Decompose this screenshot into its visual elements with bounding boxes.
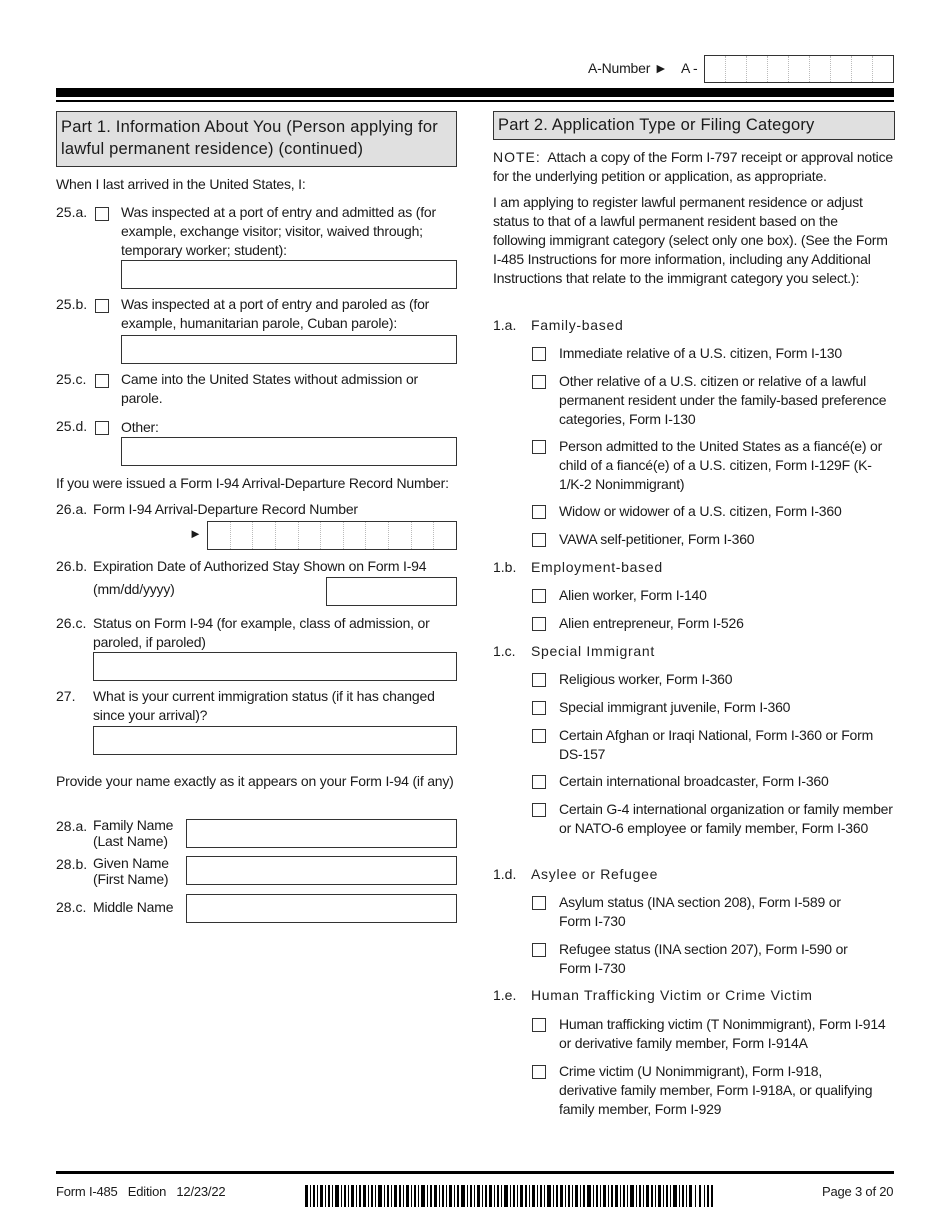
cat1d-number: 1.d. (493, 866, 517, 882)
q26a-input[interactable] (207, 521, 457, 550)
cat1b-number: 1.b. (493, 559, 517, 575)
q26b-number: 26.b. (56, 558, 88, 574)
q26b-label: Expiration Date of Authorized Stay Shown on Form I-94 (93, 558, 427, 574)
family-fiance-checkbox[interactable] (532, 440, 546, 454)
given-name-input[interactable] (186, 856, 457, 885)
q27-input[interactable] (93, 726, 457, 755)
part2-header: Part 2. Application Type or Filing Category (493, 111, 895, 140)
q25a-checkbox[interactable] (95, 207, 109, 221)
header-thick-rule (56, 88, 894, 97)
special-juvenile-label: Special immigrant juvenile, Form I-360 (559, 699, 791, 715)
barcode-graphic (305, 1185, 713, 1207)
family-fiance-label: Person admitted to the United States as a fiancé(e) or child of a fiancé(e) of a U.S. citizen, Form I-129F (K-1/K-2 Nonimmigrant) (559, 438, 883, 492)
q25a-label: Was inspected at a port of entry and admitted as (for example, exchange visitor; visitor, waived through; temporary worker; student): (121, 204, 436, 258)
q28b-number: 28.b. (56, 856, 88, 872)
footer-form-edition: Form I-485 Edition 12/23/22 (56, 1184, 226, 1199)
q25a-input[interactable] (121, 260, 457, 289)
cat1a-label: Family-based (531, 317, 624, 333)
asylum-status-label: Asylum status (INA section 208), Form I-589 or Form I-730 (559, 894, 841, 929)
family-other-relative-checkbox[interactable] (532, 375, 546, 389)
cat1e-number: 1.e. (493, 987, 517, 1003)
middle-name-input[interactable] (186, 894, 457, 923)
q25c-number: 25.c. (56, 371, 87, 387)
q25b-checkbox[interactable] (95, 299, 109, 313)
family-vawa-label: VAWA self-petitioner, Form I-360 (559, 531, 755, 547)
a-number-label: A-Number ► (588, 60, 668, 76)
crime-victim-label: Crime victim (U Nonimmigrant), Form I-918, derivative family member, Form I-918A, or qualifying family member, Form I-929 (559, 1063, 873, 1117)
q28a-label-line1: Family Name (93, 817, 174, 833)
q26a-number: 26.a. (56, 501, 88, 517)
employment-alien-worker-checkbox[interactable] (532, 589, 546, 603)
cat1b-label: Employment-based (531, 559, 663, 575)
employment-alien-worker-label: Alien worker, Form I-140 (559, 587, 707, 603)
q28b-label (93, 855, 169, 887)
employment-entrepreneur-label: Alien entrepreneur, Form I-526 (559, 615, 744, 631)
q28a-label (93, 817, 173, 849)
family-widow-label: Widow or widower of a U.S. citizen, Form I-360 (559, 503, 842, 519)
family-widow-checkbox[interactable] (532, 505, 546, 519)
q28b-label-line1: Given Name (93, 855, 169, 871)
special-broadcaster-label: Certain international broadcaster, Form I-360 (559, 773, 829, 789)
i94-intro: If you were issued a Form I-94 Arrival-Departure Record Number: (56, 475, 449, 491)
refugee-status-label: Refugee status (INA section 207), Form I-590 or Form I-730 (559, 941, 848, 976)
cat1d-label: Asylee or Refugee (531, 866, 659, 882)
q25d-label: Other: (121, 419, 159, 435)
refugee-status-checkbox[interactable] (532, 943, 546, 957)
q25d-input[interactable] (121, 437, 457, 466)
q25c-checkbox[interactable] (95, 374, 109, 388)
footer-rule (56, 1171, 894, 1174)
trafficking-victim-label: Human trafficking victim (T Nonimmigrant), Form I-914 or derivative family member, Form I-914A (559, 1016, 886, 1051)
family-other-relative-label: Other relative of a U.S. citizen or relative of a lawful permanent resident under the family-based preference categories, Form I-130 (559, 373, 887, 427)
q26c-number: 26.c. (56, 615, 87, 631)
footer-page-number: Page 3 of 20 (822, 1184, 894, 1199)
applying-intro: I am applying to register lawful permanent residence or adjust status to that of a lawful permanent resident based on the following immigrant category (select only one box). (See the Form I-485 Instructions for more information, including any Additional Instructions that relate to the immigrant category you select.): (493, 194, 888, 286)
trafficking-victim-checkbox[interactable] (532, 1018, 546, 1032)
special-religious-label: Religious worker, Form I-360 (559, 671, 733, 687)
cat1e-label: Human Trafficking Victim or Crime Victim (531, 987, 813, 1003)
q25d-checkbox[interactable] (95, 421, 109, 435)
a-number-input[interactable] (704, 55, 894, 83)
cat1a-number: 1.a. (493, 317, 517, 333)
q25b-label: Was inspected at a port of entry and paroled as (for example, humanitarian parole, Cuban parole): (121, 296, 430, 331)
q25d-number: 25.d. (56, 418, 88, 434)
note (493, 148, 893, 186)
special-afghan-iraqi-checkbox[interactable] (532, 729, 546, 743)
special-afghan-iraqi-label: Certain Afghan or Iraqi National, Form I-360 or Form DS-157 (559, 727, 874, 762)
q28c-number: 28.c. (56, 899, 87, 915)
q26a-arrow-icon: ► (189, 526, 202, 541)
q25b-number: 25.b. (56, 296, 88, 312)
cat1c-label: Special Immigrant (531, 643, 655, 659)
q28b-label-line2: (First Name) (93, 871, 169, 887)
family-vawa-checkbox[interactable] (532, 533, 546, 547)
part1-header: Part 1. Information About You (Person applying for lawful permanent residence) (continued) (56, 111, 457, 167)
q25c-label: Came into the United States without admission or parole. (121, 371, 418, 406)
arrival-intro: When I last arrived in the United States, I: (56, 176, 306, 192)
special-religious-checkbox[interactable] (532, 673, 546, 687)
family-name-input[interactable] (186, 819, 457, 848)
q28c-label: Middle Name (93, 899, 174, 915)
asylum-status-checkbox[interactable] (532, 896, 546, 910)
employment-entrepreneur-checkbox[interactable] (532, 617, 546, 631)
family-immediate-relative-label: Immediate relative of a U.S. citizen, Form I-130 (559, 345, 842, 361)
q26b-hint: (mm/dd/yyyy) (93, 581, 175, 597)
note-label: NOTE: (493, 149, 541, 165)
note-text: Attach a copy of the Form I-797 receipt or approval notice for the underlying petition or application, as appropriate. (493, 149, 893, 184)
q26a-label: Form I-94 Arrival-Departure Record Number (93, 501, 358, 517)
special-g4-nato-checkbox[interactable] (532, 803, 546, 817)
q28a-label-line2: (Last Name) (93, 833, 168, 849)
a-number-prefix: A - (681, 60, 698, 76)
q26b-date-input[interactable] (326, 577, 457, 606)
q27-label: What is your current immigration status (if it has changed since your arrival)? (93, 688, 435, 723)
q25b-input[interactable] (121, 335, 457, 364)
special-g4-nato-label: Certain G-4 international organization or family member or NATO-6 employee or family member, Form I-360 (559, 801, 893, 836)
special-broadcaster-checkbox[interactable] (532, 775, 546, 789)
cat1c-number: 1.c. (493, 643, 516, 659)
family-immediate-relative-checkbox[interactable] (532, 347, 546, 361)
barcode (305, 1185, 713, 1207)
crime-victim-checkbox[interactable] (532, 1065, 546, 1079)
q26c-input[interactable] (93, 652, 457, 681)
name-intro: Provide your name exactly as it appears on your Form I-94 (if any) (56, 773, 454, 789)
special-juvenile-checkbox[interactable] (532, 701, 546, 715)
q26c-label: Status on Form I-94 (for example, class of admission, or paroled, if paroled) (93, 615, 430, 650)
q28a-number: 28.a. (56, 818, 88, 834)
header-thin-rule (56, 100, 894, 102)
q25a-number: 25.a. (56, 204, 88, 220)
q27-number: 27. (56, 688, 76, 704)
